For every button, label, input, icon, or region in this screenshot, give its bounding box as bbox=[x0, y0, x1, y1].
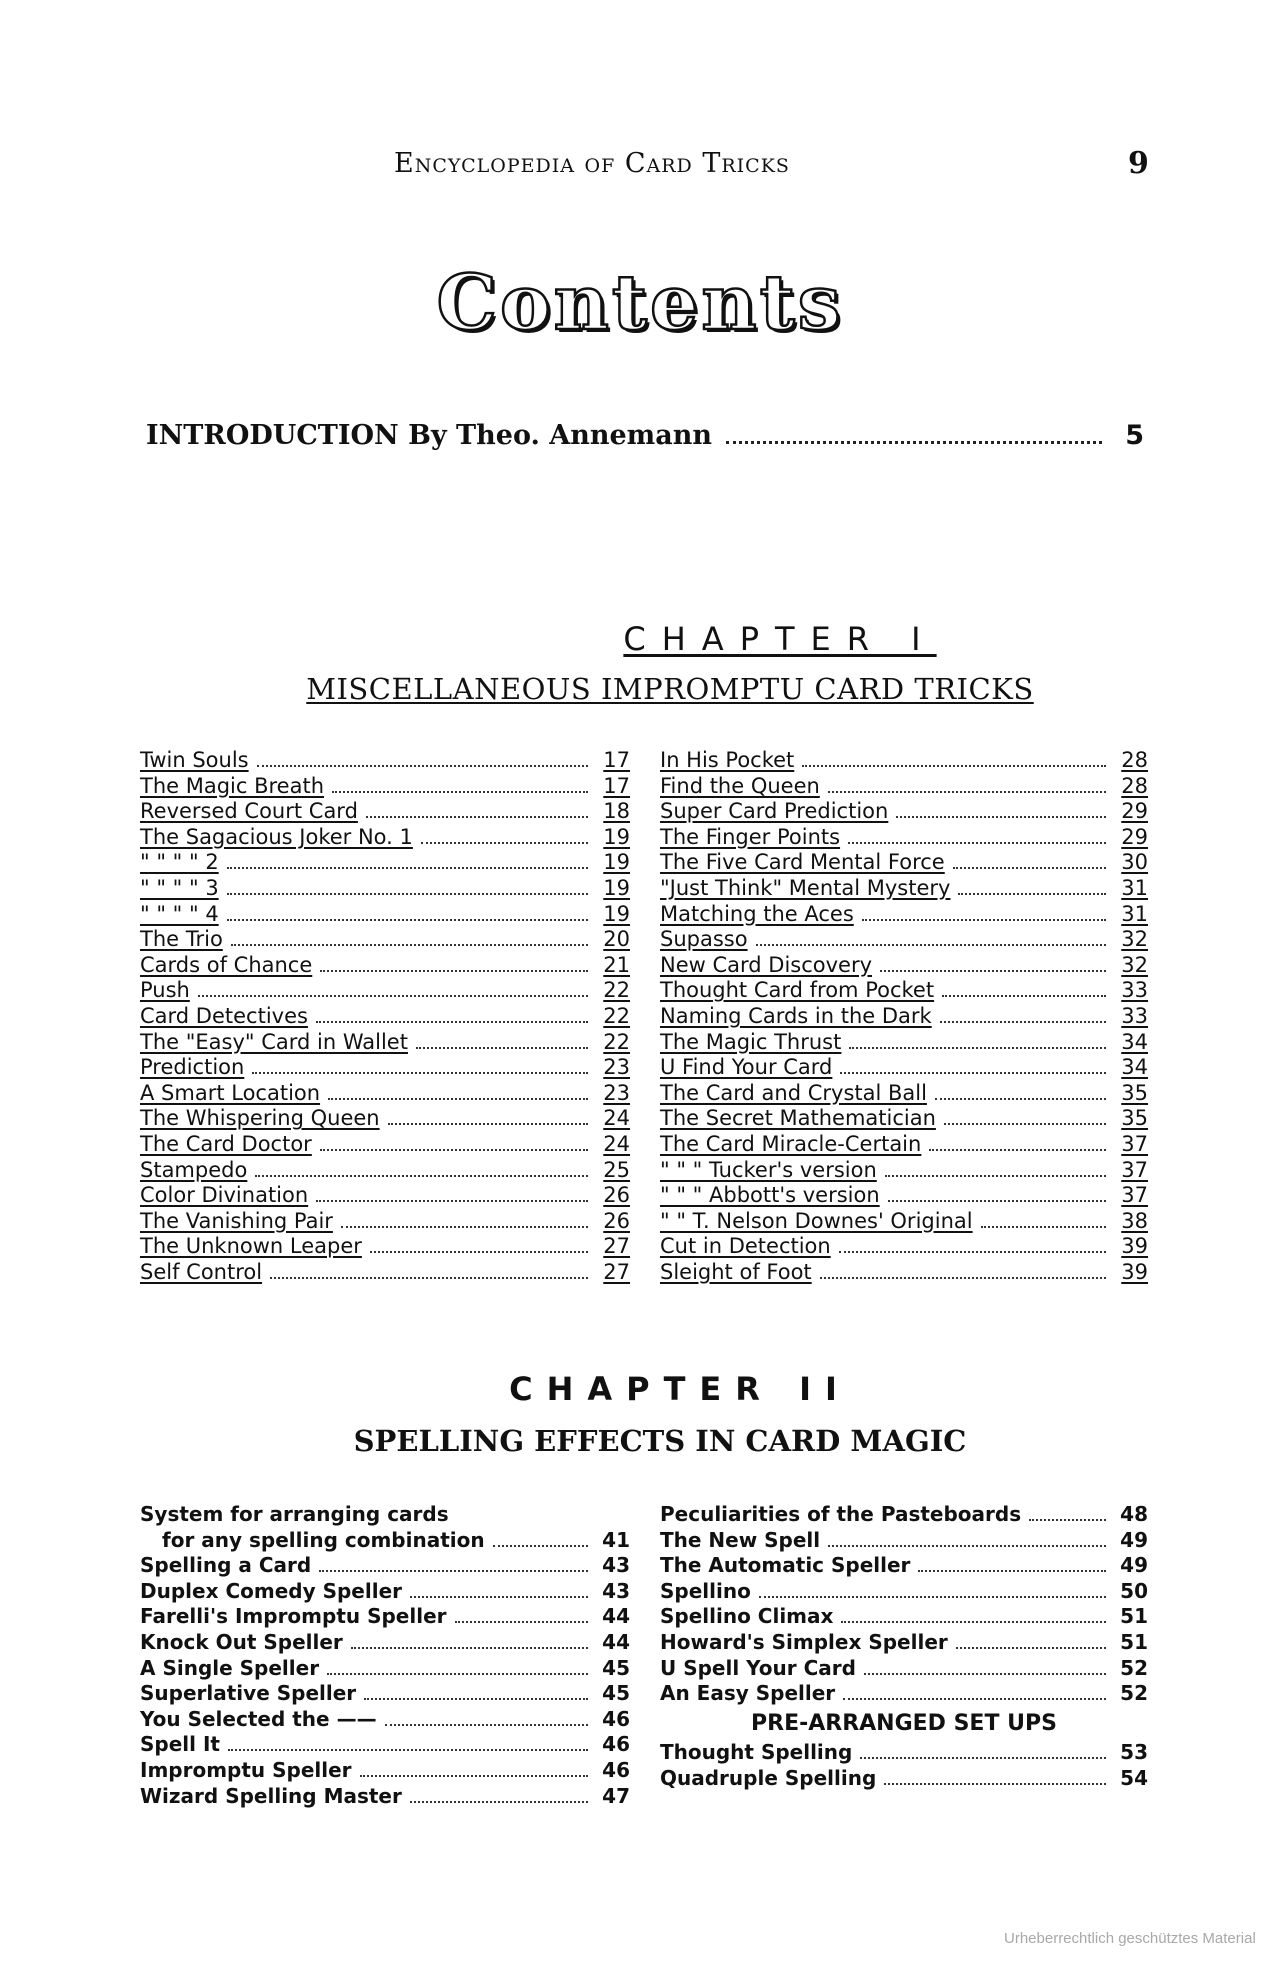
toc-entry-title: " " " " 4 bbox=[140, 901, 219, 926]
toc-entry-title: Knock Out Speller bbox=[140, 1629, 343, 1654]
dot-leader bbox=[942, 995, 1106, 997]
toc-entry-page: 46 bbox=[602, 1706, 630, 1731]
dot-leader bbox=[848, 842, 1106, 844]
dot-leader bbox=[370, 1251, 588, 1253]
dot-leader bbox=[328, 1098, 588, 1100]
chapter2-right-column bbox=[660, 1502, 1148, 1792]
chapter1-label: CHAPTER I bbox=[623, 620, 937, 658]
dot-leader bbox=[198, 995, 588, 997]
chapter1-title: MISCELLANEOUS IMPROMPTU CARD TRICKS bbox=[306, 672, 1034, 706]
toc-entry-title: The Automatic Speller bbox=[660, 1553, 911, 1578]
dot-leader bbox=[257, 765, 588, 767]
toc-entry bbox=[140, 1260, 630, 1286]
toc-entry-page: 26 bbox=[603, 1208, 630, 1233]
toc-entry-page: 37 bbox=[1121, 1157, 1148, 1182]
dot-leader bbox=[351, 1647, 588, 1649]
dot-leader bbox=[802, 765, 1106, 767]
chapter2-label: CHAPTER II bbox=[509, 1370, 851, 1408]
toc-entry-page: 47 bbox=[602, 1783, 630, 1808]
toc-entry bbox=[660, 1234, 1148, 1260]
toc-entry-title: Spellino Climax bbox=[660, 1604, 834, 1629]
toc-entry-page: 41 bbox=[602, 1527, 630, 1552]
toc-entry-title: U Spell Your Card bbox=[660, 1655, 856, 1680]
dot-leader bbox=[421, 842, 588, 844]
dot-leader bbox=[726, 441, 1102, 444]
dot-leader bbox=[935, 1098, 1106, 1100]
toc-entry-page: 30 bbox=[1121, 850, 1148, 875]
toc-entry-page: 45 bbox=[602, 1655, 630, 1680]
toc-entry-page: 32 bbox=[1121, 952, 1148, 977]
toc-entry bbox=[140, 1030, 630, 1056]
toc-entry-title: Superlative Speller bbox=[140, 1681, 357, 1706]
toc-entry bbox=[140, 825, 630, 851]
dot-leader bbox=[228, 1749, 588, 1751]
toc-entry-page: 27 bbox=[603, 1234, 630, 1259]
toc-entry-title: A Single Speller bbox=[140, 1655, 320, 1680]
toc-entry-page: 50 bbox=[1120, 1578, 1148, 1603]
toc-entry-title: " " T. Nelson Downes' Original bbox=[660, 1208, 973, 1233]
toc-entry-title: The Trio bbox=[140, 927, 223, 952]
dot-leader bbox=[410, 1801, 588, 1803]
toc-entry bbox=[140, 1758, 630, 1784]
toc-entry-title: Twin Souls bbox=[140, 748, 249, 772]
toc-entry-page: 33 bbox=[1121, 1003, 1148, 1028]
toc-entry bbox=[660, 1055, 1148, 1081]
toc-entry-title: Prediction bbox=[140, 1055, 245, 1080]
toc-entry bbox=[660, 774, 1148, 800]
toc-entry bbox=[660, 927, 1148, 953]
toc-entry bbox=[140, 1055, 630, 1081]
toc-entry-page: 19 bbox=[603, 824, 630, 849]
running-title: Encyclopedia of Card Tricks bbox=[394, 148, 790, 179]
toc-entry-title: U Find Your Card bbox=[660, 1055, 833, 1080]
toc-entry bbox=[140, 1732, 630, 1758]
toc-entry bbox=[660, 1106, 1148, 1132]
toc-entry bbox=[140, 1158, 630, 1184]
dot-leader bbox=[252, 1072, 588, 1074]
dot-leader bbox=[940, 1021, 1106, 1023]
toc-entry bbox=[140, 953, 630, 979]
dot-leader bbox=[455, 1621, 588, 1623]
toc-entry-page: 38 bbox=[1121, 1208, 1148, 1233]
toc-entry bbox=[660, 1260, 1148, 1286]
toc-entry-title: The Five Card Mental Force bbox=[660, 850, 945, 875]
dot-leader bbox=[860, 1757, 1106, 1759]
toc-entry bbox=[660, 1528, 1148, 1554]
toc-entry bbox=[140, 1132, 630, 1158]
toc-entry-title: New Card Discovery bbox=[660, 952, 873, 977]
toc-entry-title: Duplex Comedy Speller bbox=[140, 1578, 403, 1603]
dot-leader bbox=[929, 1149, 1106, 1151]
chapter1-left-column bbox=[140, 748, 630, 1285]
toc-entry-page: 49 bbox=[1120, 1527, 1148, 1552]
toc-entry-title: The Card Miracle-Certain bbox=[660, 1131, 922, 1156]
toc-entry-page: 46 bbox=[602, 1757, 630, 1782]
toc-entry bbox=[140, 1081, 630, 1107]
toc-entry-title: Spelling a Card bbox=[140, 1553, 312, 1578]
toc-entry-title: The Finger Points bbox=[660, 824, 841, 849]
toc-entry bbox=[140, 1604, 630, 1630]
toc-entry bbox=[660, 1030, 1148, 1056]
dot-leader bbox=[864, 1673, 1106, 1675]
toc-entry bbox=[140, 1209, 630, 1235]
toc-entry-page: 26 bbox=[603, 1183, 630, 1208]
toc-entry-page: 32 bbox=[1121, 927, 1148, 952]
dot-leader bbox=[410, 1596, 588, 1598]
toc-entry-title: The Magic Thrust bbox=[660, 1029, 842, 1054]
toc-entry-page: 51 bbox=[1120, 1604, 1148, 1629]
dot-leader bbox=[759, 1596, 1106, 1598]
toc-entry-title: Card Detectives bbox=[140, 1003, 308, 1028]
dot-leader bbox=[316, 1021, 588, 1023]
introduction-page: 5 bbox=[1125, 420, 1144, 451]
toc-entry-title: Cards of Chance bbox=[140, 952, 313, 977]
dot-leader bbox=[255, 1175, 588, 1177]
toc-entry-page: 19 bbox=[603, 901, 630, 926]
toc-entry bbox=[660, 748, 1148, 774]
toc-entry bbox=[660, 1158, 1148, 1184]
toc-entry-title: Super Card Prediction bbox=[660, 799, 889, 824]
toc-entry-title: " " " " 3 bbox=[140, 875, 219, 900]
dot-leader bbox=[332, 791, 588, 793]
toc-entry-title: Reversed Court Card bbox=[140, 799, 358, 824]
toc-entry-page: 46 bbox=[602, 1732, 630, 1757]
toc-entry bbox=[140, 876, 630, 902]
introduction-entry bbox=[146, 420, 1144, 456]
dot-leader bbox=[944, 1123, 1106, 1125]
toc-entry-page: 44 bbox=[602, 1629, 630, 1654]
toc-entry-title: The Vanishing Pair bbox=[140, 1208, 333, 1233]
dot-leader bbox=[416, 1047, 588, 1049]
chapter1-right-column bbox=[660, 748, 1148, 1285]
toc-entry-page: 52 bbox=[1120, 1681, 1148, 1706]
toc-entry-title: The "Easy" Card in Wallet bbox=[140, 1029, 408, 1054]
toc-entry-title: You Selected the —— bbox=[140, 1706, 377, 1731]
dot-leader bbox=[849, 1047, 1106, 1049]
toc-entry-page: 22 bbox=[603, 1029, 630, 1054]
toc-entry-page: 27 bbox=[603, 1259, 630, 1284]
toc-entry bbox=[140, 1502, 630, 1528]
toc-entry-title: The Secret Mathematician bbox=[660, 1106, 936, 1131]
dot-leader bbox=[319, 1570, 588, 1572]
toc-entry-title: The Card and Crystal Ball bbox=[660, 1080, 927, 1105]
toc-entry-page: 24 bbox=[603, 1106, 630, 1131]
toc-entry-title: The Card Doctor bbox=[140, 1131, 312, 1156]
toc-entry-title: " " " Abbott's version bbox=[660, 1183, 880, 1208]
toc-entry-title: A Smart Location bbox=[140, 1080, 321, 1105]
dot-leader bbox=[270, 1277, 588, 1279]
toc-entry bbox=[660, 1740, 1148, 1766]
toc-entry-title: The Sagacious Joker No. 1 bbox=[140, 824, 413, 849]
toc-entry-page: 31 bbox=[1121, 875, 1148, 900]
toc-entry-title: The Magic Breath bbox=[140, 773, 325, 798]
toc-entry-title: Thought Card from Pocket bbox=[660, 978, 935, 1003]
toc-entry bbox=[140, 1681, 630, 1707]
toc-entry bbox=[660, 1604, 1148, 1630]
toc-entry-page: 37 bbox=[1121, 1131, 1148, 1156]
toc-entry-title: Cut in Detection bbox=[660, 1234, 831, 1259]
dot-leader bbox=[956, 1647, 1106, 1649]
dot-leader bbox=[316, 1200, 588, 1202]
toc-entry-title: Supasso bbox=[660, 927, 748, 952]
toc-entry-page: 37 bbox=[1121, 1183, 1148, 1208]
toc-entry bbox=[140, 902, 630, 928]
dot-leader bbox=[896, 816, 1106, 818]
toc-entry bbox=[660, 799, 1148, 825]
toc-entry-page: 18 bbox=[603, 799, 630, 824]
dot-leader bbox=[843, 1698, 1106, 1700]
toc-entry-page: 45 bbox=[602, 1681, 630, 1706]
toc-entry bbox=[660, 850, 1148, 876]
toc-entry-page: 21 bbox=[603, 952, 630, 977]
toc-entry-page: 25 bbox=[603, 1157, 630, 1182]
dot-leader bbox=[227, 893, 588, 895]
toc-entry bbox=[660, 1630, 1148, 1656]
dot-leader bbox=[388, 1123, 588, 1125]
dot-leader bbox=[360, 1775, 588, 1777]
toc-entry bbox=[660, 1553, 1148, 1579]
toc-entry-page: 53 bbox=[1120, 1740, 1148, 1765]
watermark: Urheberrechtlich geschütztes Material bbox=[1004, 1930, 1256, 1947]
toc-entry-title: Matching the Aces bbox=[660, 901, 854, 926]
toc-entry bbox=[660, 1004, 1148, 1030]
toc-entry-page: 31 bbox=[1121, 901, 1148, 926]
toc-entry-page: 17 bbox=[603, 748, 630, 772]
toc-entry-page: 29 bbox=[1121, 824, 1148, 849]
toc-entry-page: 17 bbox=[603, 773, 630, 798]
toc-entry-title: Wizard Spelling Master bbox=[140, 1783, 402, 1808]
dot-leader bbox=[828, 791, 1106, 793]
toc-entry-title: Self Control bbox=[140, 1259, 263, 1284]
dot-leader bbox=[840, 1072, 1106, 1074]
toc-entry-page: 43 bbox=[602, 1553, 630, 1578]
toc-entry-title: Naming Cards in the Dark bbox=[660, 1003, 932, 1028]
chapter2-left-column bbox=[140, 1502, 630, 1809]
toc-entry-page: 35 bbox=[1121, 1080, 1148, 1105]
dot-leader bbox=[820, 1277, 1106, 1279]
toc-entry-title: Push bbox=[140, 978, 190, 1003]
toc-entry bbox=[660, 953, 1148, 979]
dot-leader bbox=[231, 944, 588, 946]
toc-entry-page: 29 bbox=[1121, 799, 1148, 824]
toc-entry-page: 24 bbox=[603, 1131, 630, 1156]
toc-entry-title: Sleight of Foot bbox=[660, 1259, 812, 1284]
toc-entry-page: 54 bbox=[1120, 1765, 1148, 1790]
dot-leader bbox=[958, 893, 1106, 895]
dot-leader bbox=[493, 1545, 588, 1547]
toc-entry bbox=[140, 1528, 630, 1554]
toc-entry bbox=[660, 1081, 1148, 1107]
toc-entry bbox=[140, 774, 630, 800]
dot-leader bbox=[227, 867, 588, 869]
toc-entry-title: Stampedo bbox=[140, 1157, 248, 1182]
toc-entry-page: 28 bbox=[1121, 748, 1148, 772]
toc-entry-page: 19 bbox=[603, 850, 630, 875]
toc-entry-title: " " " Tucker's version bbox=[660, 1157, 877, 1182]
toc-entry bbox=[660, 1183, 1148, 1209]
toc-entry bbox=[140, 1183, 630, 1209]
dot-leader bbox=[839, 1251, 1106, 1253]
toc-entry bbox=[660, 1681, 1148, 1707]
toc-entry bbox=[660, 1656, 1148, 1682]
toc-entry-title: An Easy Speller bbox=[660, 1681, 836, 1706]
toc-entry-page: 22 bbox=[603, 1003, 630, 1028]
dot-leader bbox=[1029, 1519, 1106, 1521]
toc-entry bbox=[660, 1132, 1148, 1158]
toc-entry bbox=[140, 748, 630, 774]
toc-entry-page: 51 bbox=[1120, 1629, 1148, 1654]
toc-entry-page: 23 bbox=[603, 1080, 630, 1105]
toc-entry-title: Spellino bbox=[660, 1578, 751, 1603]
toc-entry bbox=[140, 1553, 630, 1579]
dot-leader bbox=[981, 1226, 1106, 1228]
toc-entry bbox=[660, 1502, 1148, 1528]
toc-entry bbox=[140, 1630, 630, 1656]
toc-entry bbox=[140, 1004, 630, 1030]
toc-entry-title: Color Divination bbox=[140, 1183, 309, 1208]
toc-entry-page: 39 bbox=[1121, 1234, 1148, 1259]
toc-entry-title: The New Spell bbox=[660, 1527, 821, 1552]
toc-entry bbox=[140, 1656, 630, 1682]
toc-entry-page: 52 bbox=[1120, 1655, 1148, 1680]
toc-entry-page: 39 bbox=[1121, 1259, 1148, 1284]
toc-entry bbox=[660, 825, 1148, 851]
toc-entry bbox=[660, 902, 1148, 928]
dot-leader bbox=[885, 1175, 1106, 1177]
toc-entry bbox=[660, 1766, 1148, 1792]
toc-entry-title: Impromptu Speller bbox=[140, 1757, 352, 1782]
dot-leader bbox=[366, 816, 588, 818]
dot-leader bbox=[327, 1673, 588, 1675]
introduction-label: INTRODUCTION By Theo. Annemann bbox=[146, 420, 712, 451]
toc-entry-title: " " " " 2 bbox=[140, 850, 219, 875]
toc-entry-title: Quadruple Spelling bbox=[660, 1765, 877, 1790]
toc-entry-page: 44 bbox=[602, 1604, 630, 1629]
toc-entry-title: Peculiarities of the Pasteboards bbox=[660, 1502, 1022, 1526]
dot-leader bbox=[918, 1570, 1106, 1572]
toc-entry-title: Farelli's Impromptu Speller bbox=[140, 1604, 447, 1629]
toc-entry bbox=[140, 1106, 630, 1132]
toc-entry bbox=[140, 1579, 630, 1605]
toc-entry-title: Spell It bbox=[140, 1732, 220, 1757]
toc-entry-page: 22 bbox=[603, 978, 630, 1003]
dot-leader bbox=[953, 867, 1106, 869]
dot-leader bbox=[862, 919, 1106, 921]
toc-entry bbox=[660, 1209, 1148, 1235]
toc-entry-page: 34 bbox=[1121, 1055, 1148, 1080]
toc-entry-page: 43 bbox=[602, 1578, 630, 1603]
dot-leader bbox=[888, 1200, 1106, 1202]
dot-leader bbox=[341, 1226, 588, 1228]
toc-entry-page: 35 bbox=[1121, 1106, 1148, 1131]
toc-entry-title: Howard's Simplex Speller bbox=[660, 1629, 948, 1654]
toc-entry bbox=[140, 1707, 630, 1733]
dot-leader bbox=[880, 970, 1106, 972]
toc-entry-page: 23 bbox=[603, 1055, 630, 1080]
dot-leader bbox=[385, 1724, 588, 1726]
toc-entry bbox=[140, 850, 630, 876]
toc-entry-page: 19 bbox=[603, 875, 630, 900]
toc-entry-title: for any spelling combination bbox=[162, 1527, 485, 1552]
prearranged-heading: PRE-ARRANGED SET UPS bbox=[751, 1710, 1057, 1736]
toc-entry-page: 49 bbox=[1120, 1553, 1148, 1578]
dot-leader bbox=[227, 919, 588, 921]
chapter2-title: SPELLING EFFECTS IN CARD MAGIC bbox=[353, 1424, 967, 1458]
page-number: 9 bbox=[1128, 146, 1149, 181]
toc-entry bbox=[140, 799, 630, 825]
dot-leader bbox=[364, 1698, 588, 1700]
toc-entry bbox=[140, 1784, 630, 1810]
toc-entry bbox=[660, 978, 1148, 1004]
toc-entry bbox=[140, 1234, 630, 1260]
toc-entry bbox=[660, 1579, 1148, 1605]
toc-entry-page: 34 bbox=[1121, 1029, 1148, 1054]
toc-entry-title: In His Pocket bbox=[660, 748, 795, 772]
toc-entry-page: 33 bbox=[1121, 978, 1148, 1003]
toc-entry-title: The Whispering Queen bbox=[140, 1106, 380, 1131]
contents-title: Contents bbox=[436, 258, 844, 347]
toc-entry-title: The Unknown Leaper bbox=[140, 1234, 362, 1259]
toc-entry-page: 28 bbox=[1121, 773, 1148, 798]
dot-leader bbox=[320, 970, 588, 972]
dot-leader bbox=[828, 1545, 1106, 1547]
toc-entry-page: 48 bbox=[1120, 1502, 1148, 1526]
toc-entry-title: "Just Think" Mental Mystery bbox=[660, 875, 951, 900]
toc-entry bbox=[660, 876, 1148, 902]
dot-leader bbox=[884, 1783, 1106, 1785]
toc-entry bbox=[140, 927, 630, 953]
toc-entry bbox=[140, 978, 630, 1004]
toc-entry-title: Find the Queen bbox=[660, 773, 820, 798]
dot-leader bbox=[320, 1149, 588, 1151]
dot-leader bbox=[841, 1621, 1106, 1623]
dot-leader bbox=[756, 944, 1106, 946]
toc-entry-title: Thought Spelling bbox=[660, 1740, 853, 1765]
toc-entry-title: System for arranging cards bbox=[140, 1502, 449, 1526]
toc-entry-page: 20 bbox=[603, 927, 630, 952]
page-header bbox=[0, 148, 1280, 188]
